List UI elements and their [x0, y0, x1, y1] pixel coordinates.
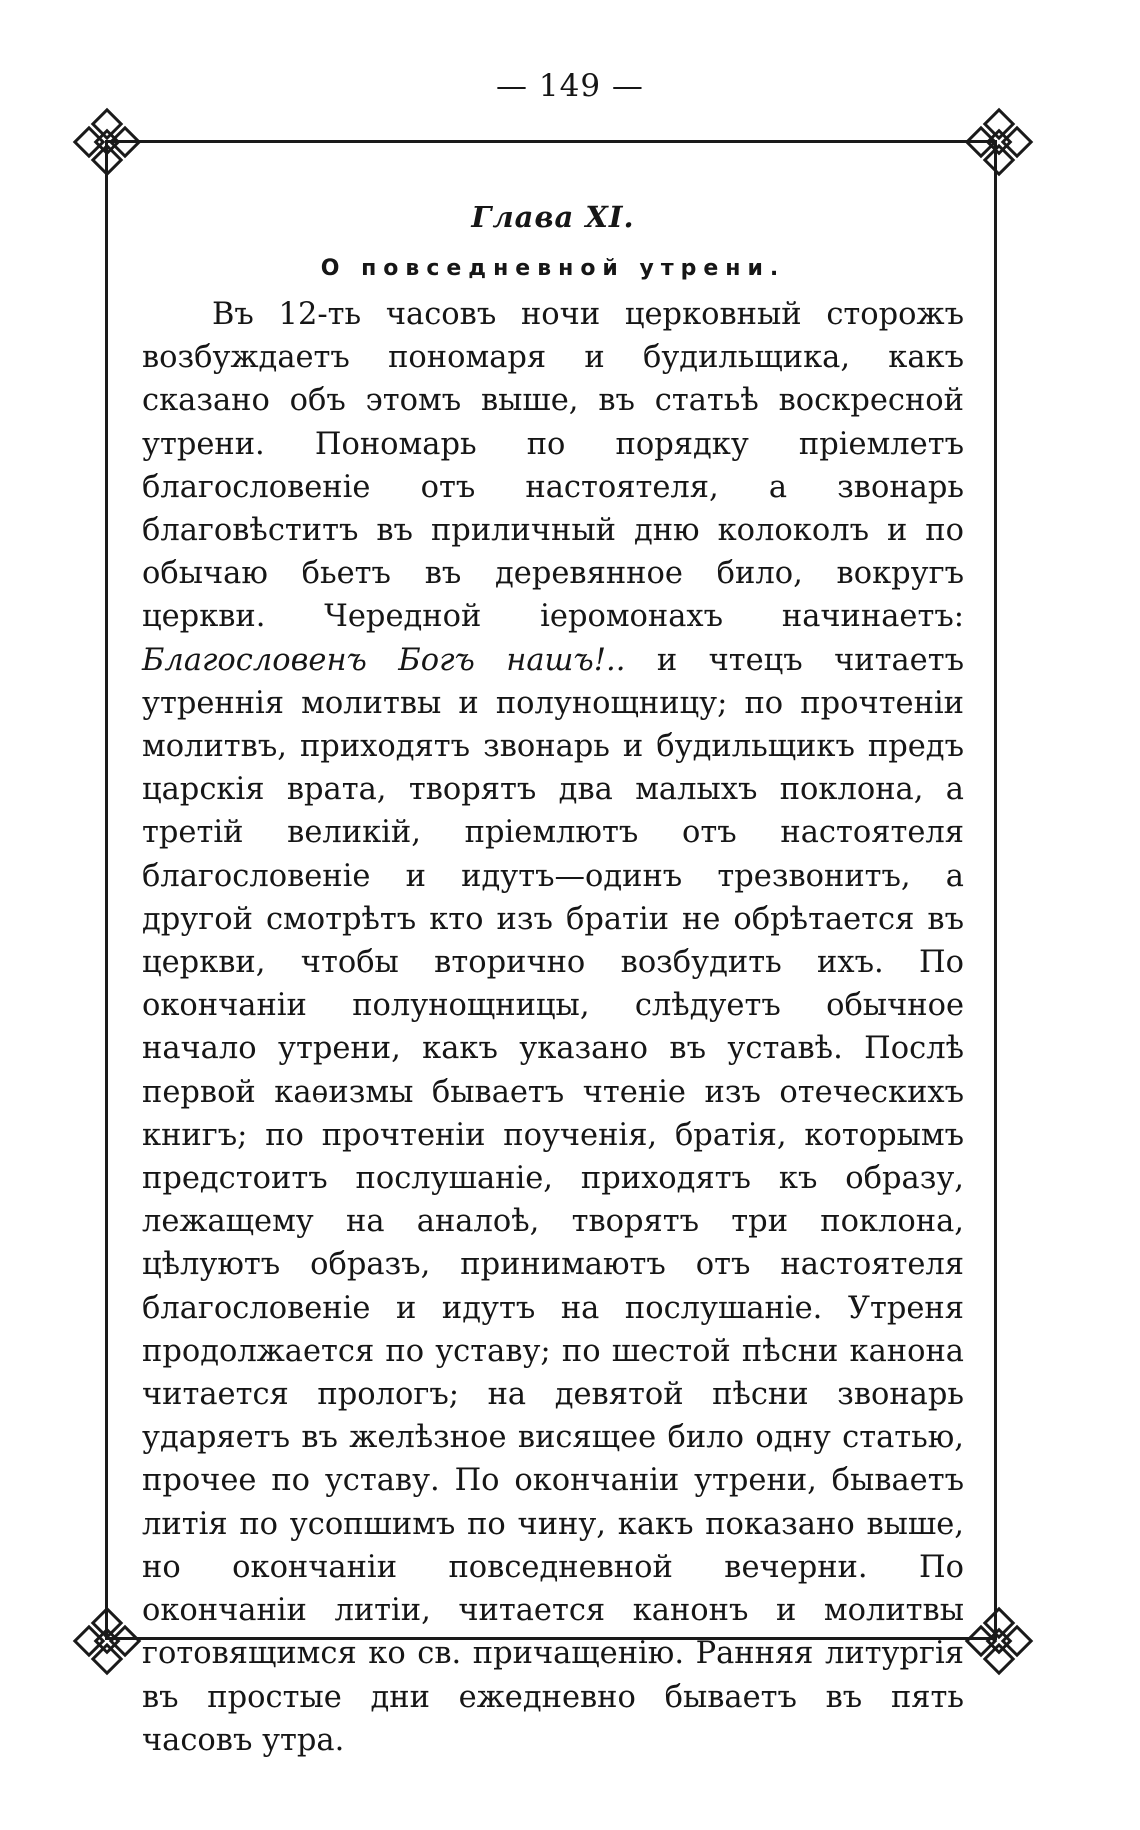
body-text-italic-quote: Благословенъ Богъ нашъ!..	[142, 642, 626, 678]
corner-ornament-top-right	[962, 105, 1036, 179]
page-number: — 149 —	[496, 68, 644, 104]
corner-ornament-top-left	[70, 105, 144, 179]
body-text-part-2: и чтецъ читаетъ утреннія молитвы и полунощницу; по прочтеніи молитвъ, приходятъ звонарь и будильщикъ предъ царскія врата, творятъ два малыхъ поклона, а третій великій, пріемлютъ отъ настоятеля благословеніе и идутъ—одинъ трезвонитъ, а другой смотрѣтъ кто изъ братіи не обрѣтается въ церкви, чтобы вторично возбудить ихъ. По окончаніи полунощницы, слѣдуетъ обычное начало утрени, какъ указано въ уставѣ. Послѣ первой каѳизмы бываетъ чтеніе изъ отеческихъ книгъ; по прочтеніи поученія, братія, которымъ предстоитъ послушаніе, приходятъ къ образу, лежащему на аналоѣ, творятъ три поклона, цѣлуютъ образъ, принимаютъ отъ настоятеля благословеніе и идутъ на послушаніе. Утреня продолжается по уставу; по шестой пѣсни канона читается прологъ; на девятой пѣсни звонарь ударяетъ въ желѣзное висящее било одну статью, прочее по уставу. По окончаніи утрени, бываетъ литія по усопшимъ по чину, какъ показано выше, но окончаніи повседневной вечерни. По окончаніи литіи, читается канонъ и молитвы готовящимся ко св. причащенію. Ранняя литургія въ простые дни ежедневно бываетъ въ пять часовъ утра.	[142, 642, 964, 1758]
chapter-title: Глава XI.	[471, 200, 635, 234]
corner-ornament-bottom-left	[70, 1604, 144, 1678]
body-text-part-1: Въ 12-ть часовъ ночи церковный сторожъ возбуждаетъ пономаря и будильщика, какъ сказано объ этомъ выше, въ статьѣ воскресной утрени. Пономарь по порядку пріемлетъ благословеніе отъ настоятеля, а звонарь благовѣститъ въ приличный дню колоколъ и по обычаю бьетъ въ деревянное било, вокругъ церкви. Чередной іеромонахъ начинаетъ:	[142, 297, 964, 635]
page-content	[142, 200, 964, 1762]
corner-ornament-bottom-right	[962, 1604, 1036, 1678]
body-paragraph	[142, 293, 964, 1762]
section-title: О повседневной утрени.	[320, 256, 786, 281]
